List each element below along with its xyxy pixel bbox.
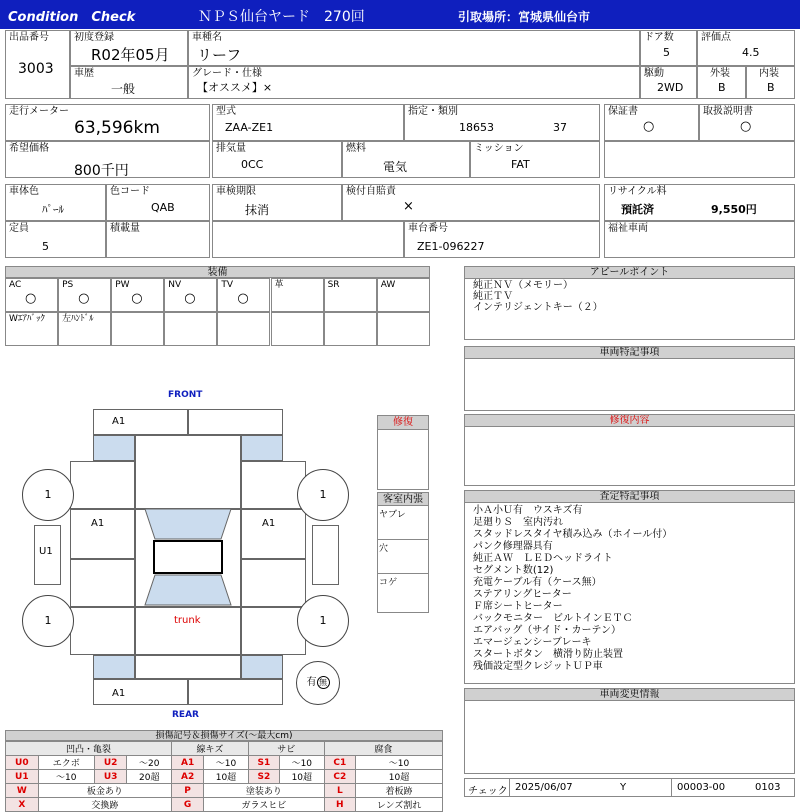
manual-value: ○ bbox=[740, 119, 752, 134]
spare-label: 有 bbox=[306, 677, 317, 688]
legend-cell: U1 bbox=[6, 770, 39, 784]
equip2-7 bbox=[377, 312, 430, 346]
text-line: バックモニター ビルトインＥＴＣ bbox=[473, 613, 633, 624]
score-cell bbox=[697, 30, 795, 66]
equip2-0 bbox=[5, 312, 58, 346]
equip-key: SR bbox=[327, 280, 340, 290]
left-rear-door bbox=[70, 559, 135, 607]
drive-label: 駆動 bbox=[644, 68, 664, 79]
legend-cell: エクボ bbox=[38, 756, 94, 770]
equip-3 bbox=[164, 278, 217, 312]
warranty-cell bbox=[604, 104, 699, 141]
warranty-label: 保証書 bbox=[608, 106, 638, 117]
equip2-6 bbox=[324, 312, 377, 346]
front-label: FRONT bbox=[168, 390, 203, 400]
recycle-amount: 9,550円 bbox=[711, 203, 757, 216]
ext-label: 外装 bbox=[710, 68, 730, 79]
evaluation-score: 4.5 bbox=[742, 46, 760, 59]
rear-right-tire bbox=[297, 595, 349, 647]
front-right-tire bbox=[297, 469, 349, 521]
front-bumper-mark: A1 bbox=[112, 416, 126, 427]
int-cell bbox=[746, 66, 795, 99]
appeal-box bbox=[464, 266, 795, 340]
front-windshield bbox=[145, 509, 231, 539]
legend-cell: C1 bbox=[324, 756, 355, 770]
trans-cell bbox=[470, 141, 600, 178]
doors-cell bbox=[640, 30, 697, 66]
repair-detail-title: 修復内容 bbox=[465, 415, 794, 427]
header-bar bbox=[0, 0, 800, 29]
repair-detail-box bbox=[464, 414, 795, 486]
liability-value: × bbox=[403, 199, 414, 214]
equip2-1 bbox=[58, 312, 111, 346]
check-label: チェック bbox=[468, 786, 508, 797]
check-date: 2025/06/07 bbox=[515, 782, 573, 793]
equip-key: TV bbox=[221, 280, 234, 290]
legend-cell: 10超 bbox=[356, 770, 443, 784]
rear-left-tire bbox=[22, 595, 74, 647]
name-label: 車種名 bbox=[192, 32, 222, 43]
color-label: 車体色 bbox=[9, 186, 39, 197]
legend-cell: G bbox=[172, 798, 204, 812]
footer-number: 0103 bbox=[755, 782, 781, 793]
recycle-cell bbox=[604, 184, 795, 221]
legend-cell: X bbox=[6, 798, 39, 812]
legend-cell: 着板跡 bbox=[356, 784, 443, 798]
front-right-corner bbox=[241, 435, 283, 461]
door-count: 5 bbox=[663, 46, 670, 59]
displacement: 0CC bbox=[241, 158, 264, 171]
legend-cell: 10超 bbox=[204, 770, 249, 784]
legend-cell: W bbox=[6, 784, 39, 798]
interior-grade: B bbox=[767, 81, 775, 94]
disp-cell bbox=[212, 141, 342, 178]
legend-category: 凹凸・亀裂 bbox=[6, 742, 172, 756]
text-line: インテリジェントキー（２） bbox=[473, 302, 603, 313]
windshield-area bbox=[135, 505, 241, 610]
interior-burn: コゲ bbox=[379, 578, 398, 588]
text-line: 純正ＮＶ（メモリー） bbox=[473, 280, 573, 291]
legend-table bbox=[5, 741, 443, 812]
equip-key: 革 bbox=[274, 280, 284, 290]
text-line: 残価設定型クレジットＵＰ車 bbox=[473, 661, 603, 672]
legend-cell: 10超 bbox=[279, 770, 324, 784]
trunk-panel bbox=[135, 607, 241, 655]
rear-label: REAR bbox=[172, 710, 199, 720]
pickup-location: 引取場所：宮城県仙台市 bbox=[458, 10, 591, 24]
special-box bbox=[464, 346, 795, 411]
capacity: 5 bbox=[42, 240, 49, 253]
text-line: セグメント数(12) bbox=[473, 565, 554, 576]
front-bumper-right bbox=[188, 409, 283, 435]
legend-cell: U0 bbox=[6, 756, 39, 770]
rear-right-corner bbox=[241, 655, 283, 679]
grade-cell bbox=[188, 66, 640, 99]
equip-value: ○ bbox=[78, 291, 90, 306]
body-color: ﾊﾟｰﾙ bbox=[42, 203, 64, 216]
welfare-cell bbox=[604, 221, 795, 258]
int-label: 内装 bbox=[759, 68, 779, 79]
price-cell bbox=[5, 141, 210, 178]
car-diagram bbox=[5, 385, 375, 725]
equip-0 bbox=[5, 278, 58, 312]
legend-cell: H bbox=[324, 798, 355, 812]
cap-cell bbox=[5, 221, 106, 258]
equip-4 bbox=[217, 278, 270, 312]
code-cell bbox=[106, 184, 210, 221]
model-label: 型式 bbox=[216, 106, 236, 117]
disp-label: 排気量 bbox=[216, 143, 246, 154]
legend-cell: ～10 bbox=[204, 756, 249, 770]
text-line: エアバッグ（サイド・カーテン） bbox=[473, 625, 621, 636]
inspect-cell bbox=[212, 184, 342, 221]
legend-title: 損傷記号＆損傷サイズ(～最大cm) bbox=[5, 730, 443, 741]
interior-title: 客室内張 bbox=[378, 493, 428, 506]
text-line: スタートボタン 横滑り防止装置 bbox=[473, 649, 623, 660]
inspection-expiry: 抹消 bbox=[245, 203, 270, 217]
equip2-4 bbox=[217, 312, 270, 346]
equip-value: ○ bbox=[131, 291, 143, 306]
appeal-title: アピールポイント bbox=[465, 267, 794, 279]
equip2-key: Wｴｱﾊﾞｯｸ bbox=[9, 314, 45, 324]
text-line: パンク修理器具有 bbox=[473, 541, 553, 552]
legend-cell: A2 bbox=[172, 770, 204, 784]
right-mirror-panel bbox=[312, 525, 339, 585]
trunk-label: trunk bbox=[174, 615, 201, 626]
text-line: 足廻りＳ 室内汚れ bbox=[473, 517, 563, 528]
exterior-grade: B bbox=[718, 81, 726, 94]
text-line: Ｆ席シートヒーター bbox=[473, 601, 563, 612]
footer-bar bbox=[464, 778, 795, 797]
roof-center bbox=[154, 541, 222, 573]
chassis-cell bbox=[404, 221, 600, 258]
legend-cell: A1 bbox=[172, 756, 204, 770]
footer-code: 00003-00 bbox=[677, 782, 726, 793]
left-front-fender bbox=[70, 461, 135, 509]
drive-cell bbox=[640, 66, 697, 99]
rear-left-corner bbox=[93, 655, 135, 679]
interior-box bbox=[377, 492, 429, 613]
color-code: QAB bbox=[151, 201, 175, 214]
recycle-label: リサイクル料 bbox=[608, 186, 667, 197]
fuel-type: 電気 bbox=[383, 160, 408, 174]
front-left-corner bbox=[93, 435, 135, 461]
class-label: 指定・類別 bbox=[408, 106, 458, 117]
text-line: 小Ａ小Ｕ有 ウスキズ有 bbox=[473, 505, 583, 516]
spare-mark: 無 bbox=[317, 676, 330, 689]
score-label: 評価点 bbox=[701, 32, 731, 43]
rear-bumper-panel bbox=[93, 679, 188, 705]
legend-cell: L bbox=[324, 784, 355, 798]
legend-cell: P bbox=[172, 784, 204, 798]
inspection-title: 査定特記事項 bbox=[465, 491, 794, 503]
equip2-2 bbox=[111, 312, 164, 346]
first-registration: R02年05月 bbox=[91, 46, 170, 64]
left-mirror-mark: U1 bbox=[39, 546, 53, 557]
equip-2 bbox=[111, 278, 164, 312]
text-line: 充電ケーブル有（ケース無） bbox=[473, 577, 602, 588]
mileage-cell bbox=[5, 104, 210, 141]
legend-cell: ガラスヒビ bbox=[204, 798, 325, 812]
code-label: 色コード bbox=[110, 186, 150, 197]
rear-bumper-mark: A1 bbox=[112, 688, 126, 699]
legend-cell: ～10 bbox=[356, 756, 443, 770]
text-line: 純正ＴＶ bbox=[473, 291, 513, 302]
legend-category: 線キズ bbox=[172, 742, 249, 756]
lot-cell bbox=[5, 30, 70, 99]
right-rear-door bbox=[241, 559, 306, 607]
front-left-tire bbox=[22, 469, 74, 521]
right-front-fender bbox=[241, 461, 306, 509]
legend-cell: レンズ割れ bbox=[356, 798, 443, 812]
reg-cell bbox=[70, 30, 188, 66]
grade-label: グレード・仕様 bbox=[192, 68, 262, 79]
rear-bumper-right bbox=[188, 679, 283, 705]
rear-panel bbox=[135, 655, 241, 679]
equip-7 bbox=[377, 278, 430, 312]
equip-key: AC bbox=[9, 280, 22, 290]
equip-key: PS bbox=[62, 280, 74, 290]
left-front-door bbox=[70, 509, 135, 559]
change-title: 車両変更情報 bbox=[465, 689, 794, 701]
equip2-3 bbox=[164, 312, 217, 346]
liab-cell bbox=[342, 184, 600, 221]
inspection-box bbox=[464, 490, 795, 684]
appeal-lines bbox=[465, 279, 794, 314]
legend-category: サビ bbox=[248, 742, 324, 756]
rr-tire-mark: 1 bbox=[319, 614, 327, 627]
legend-cell: C2 bbox=[324, 770, 355, 784]
equip-value: ○ bbox=[184, 291, 196, 306]
desired-price: 800千円 bbox=[74, 163, 129, 178]
equip2-key: 左ﾊﾝﾄﾞﾙ bbox=[62, 314, 94, 324]
auction-name: ＮＰＳ仙台ヤード 270回 bbox=[198, 9, 365, 25]
left-mirror-panel bbox=[34, 525, 61, 585]
recycle-status: 預託済 bbox=[621, 203, 654, 216]
equipment-title: 装備 bbox=[5, 266, 430, 278]
lot-number: 3003 bbox=[18, 61, 54, 77]
legend-cell: 交換跡 bbox=[38, 798, 172, 812]
legend-cell: U3 bbox=[94, 770, 127, 784]
mileage-label: 走行メーター bbox=[9, 106, 69, 117]
header-title: Condition Check bbox=[8, 10, 136, 25]
legend-cell: 20超 bbox=[127, 770, 172, 784]
cap-label: 定員 bbox=[9, 223, 29, 234]
equip-key: PW bbox=[115, 280, 130, 290]
drive-value: 2WD bbox=[657, 81, 684, 94]
chassis-label: 車台番号 bbox=[408, 223, 448, 234]
text-line: 純正ＡＷ ＬＥＤヘッドライト bbox=[473, 553, 613, 564]
left-door-mark: A1 bbox=[91, 518, 105, 529]
interior-tear: ヤブレ bbox=[378, 506, 428, 540]
hood-panel bbox=[135, 435, 241, 509]
trans-label: ミッション bbox=[474, 143, 524, 154]
equip-5 bbox=[271, 278, 324, 312]
legend-cell: ～10 bbox=[38, 770, 94, 784]
left-quarter bbox=[70, 607, 135, 655]
class-cell bbox=[404, 104, 600, 141]
grade-value: 【オススメ】× bbox=[197, 81, 273, 94]
spare-tire bbox=[296, 661, 340, 705]
doors-label: ドア数 bbox=[644, 32, 674, 43]
chassis-number: ZE1-096227 bbox=[417, 240, 485, 253]
model-cell bbox=[212, 104, 404, 141]
right-door-mark: A1 bbox=[262, 518, 276, 529]
history-cell bbox=[70, 66, 188, 99]
inspection-lines bbox=[465, 503, 794, 675]
equip-key: NV bbox=[168, 280, 182, 290]
legend-cell: U2 bbox=[94, 756, 127, 770]
equip2-5 bbox=[271, 312, 324, 346]
legend-cell: S1 bbox=[248, 756, 279, 770]
text-line: ステアリングヒーター bbox=[473, 589, 572, 600]
repair-box bbox=[377, 415, 429, 490]
reg-label: 初度登録 bbox=[74, 32, 114, 43]
class-number-a: 18653 bbox=[459, 121, 494, 134]
special-title: 車両特記事項 bbox=[465, 347, 794, 359]
equip-1 bbox=[58, 278, 111, 312]
color-cell bbox=[5, 184, 106, 221]
car-name: リーフ bbox=[197, 46, 242, 64]
front-bumper-panel bbox=[93, 409, 188, 435]
legend-cell: 板金あり bbox=[38, 784, 172, 798]
blank-cell bbox=[604, 141, 795, 178]
equipment-grid bbox=[5, 278, 430, 346]
interior-hole: 穴 bbox=[378, 540, 428, 574]
fuel-cell bbox=[342, 141, 470, 178]
name-cell bbox=[188, 30, 640, 66]
mileage-value: 63,596km bbox=[74, 118, 160, 138]
equip-key: AW bbox=[380, 280, 396, 290]
model-code: ZAA-ZE1 bbox=[225, 121, 274, 134]
blank-cell-2 bbox=[212, 221, 404, 258]
manual-cell bbox=[699, 104, 795, 141]
ext-cell bbox=[697, 66, 746, 99]
warranty-value: ○ bbox=[643, 119, 655, 134]
transmission: FAT bbox=[511, 158, 530, 171]
legend-category: 腐食 bbox=[324, 742, 442, 756]
legend-cell: ～10 bbox=[279, 756, 324, 770]
right-quarter bbox=[241, 607, 306, 655]
equip-value: ○ bbox=[25, 291, 37, 306]
welfare-label: 福祉車両 bbox=[608, 223, 648, 234]
legend-cell: S2 bbox=[248, 770, 279, 784]
change-box bbox=[464, 688, 795, 774]
class-number-b: 37 bbox=[553, 121, 567, 134]
text-line: スタッドレスタイヤ積み込み（ホイール付） bbox=[473, 529, 673, 540]
inspect-label: 車検期限 bbox=[216, 186, 256, 197]
load-cell bbox=[106, 221, 210, 258]
rear-windshield bbox=[145, 575, 231, 605]
liab-label: 検付自賠責 bbox=[346, 186, 396, 197]
repair-title: 修復 bbox=[378, 416, 428, 430]
history-label: 車歴 bbox=[74, 68, 94, 79]
fr-tire-mark: 1 bbox=[319, 488, 327, 501]
fl-tire-mark: 1 bbox=[44, 488, 52, 501]
lot-label: 出品番号 bbox=[9, 32, 49, 43]
legend-cell: 塗装あり bbox=[204, 784, 325, 798]
check-mark: Y bbox=[620, 782, 627, 793]
equip-value: ○ bbox=[237, 291, 249, 306]
fuel-label: 燃料 bbox=[346, 143, 366, 154]
car-history: 一般 bbox=[111, 82, 136, 96]
price-label: 希望価格 bbox=[9, 143, 49, 154]
manual-label: 取扱説明書 bbox=[703, 106, 753, 117]
right-front-door bbox=[241, 509, 306, 559]
text-line: エマージェンシーブレーキ bbox=[473, 637, 592, 648]
load-label: 積載量 bbox=[110, 223, 140, 234]
equip-6 bbox=[324, 278, 377, 312]
legend-cell: ～20 bbox=[127, 756, 172, 770]
rl-tire-mark: 1 bbox=[44, 614, 52, 627]
